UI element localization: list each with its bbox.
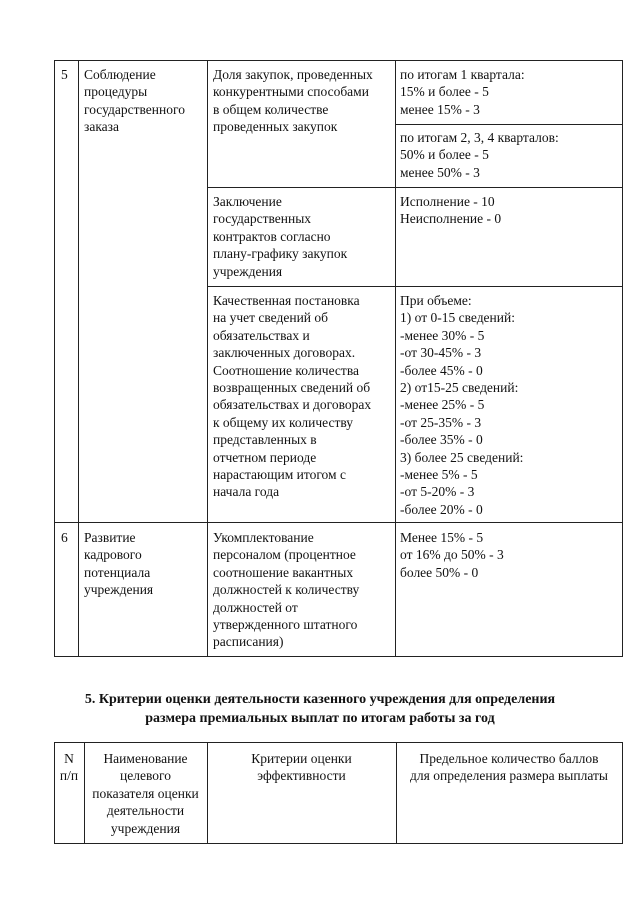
score-text: Исполнение - 10 Неисполнение - 0 <box>400 194 502 227</box>
top-table-divider-indicator <box>207 60 208 657</box>
top-table-divider-criteria <box>395 60 396 657</box>
criterion-divider-2 <box>207 286 623 287</box>
score-text: При объеме: 1) от 0-15 сведений: -менее 30% - 5 -от 30-45% - 3 -более 45% - 0 2) от15-25 сведений: -менее 25% - 5 -от 25-35% - 3 -более 35% - 0 3) более 25 сведений: -менее 5% - 5 -от 5-20% - 3 -более 20% - 0 <box>400 293 524 517</box>
header-name: Наименование целевого показателя оценки деятельности учреждения <box>92 751 199 836</box>
criterion-text: Заключение государственных контрактов согласно плану-графику закупок учреждения <box>213 194 348 279</box>
row-divider-6 <box>54 522 623 523</box>
top-table-border-top <box>54 60 623 61</box>
row-number: 6 <box>61 530 68 545</box>
top-table-border-left <box>54 60 55 657</box>
section-heading-line-1: 5. Критерии оценки деятельности казенного учреждения для определения <box>84 692 556 707</box>
score-text: Менее 15% - 5 от 16% до 50% - 3 более 50% - 0 <box>400 530 504 580</box>
score-text: по итогам 2, 3, 4 кварталов: 50% и более - 5 менее 50% - 3 <box>400 130 559 180</box>
score-text: по итогам 1 квартала: 15% и более - 5 менее 15% - 3 <box>400 67 525 117</box>
row-number: 5 <box>61 67 68 82</box>
top-table-divider-num <box>78 60 79 657</box>
indicator-name: Развитие кадрового потенциала учреждения <box>84 530 154 598</box>
header-criteria: Критерии оценки эффективности <box>251 751 352 784</box>
top-table-border-right <box>622 60 623 657</box>
indicator-name: Соблюдение процедуры государственного заказа <box>84 67 185 135</box>
bottom-table-border-top <box>54 742 623 743</box>
section-heading-line-2: размера премиальных выплат по итогам работы за год <box>145 711 495 726</box>
bottom-table-border-right <box>622 742 623 844</box>
top-table-border-bottom <box>54 656 623 657</box>
criterion-divider-1 <box>207 187 623 188</box>
criterion-text: Доля закупок, проведенных конкурентными способами в общем количестве проведенных закупок <box>213 67 373 135</box>
criterion-text: Качественная постановка на учет сведений об обязательствах и заключенных договорах. Соотношение количества возвращенных сведений об обязательствах и договорах к общему их количеству представленных в отчетном периоде нарастающим итогом с начала года <box>213 293 372 500</box>
score-split-line <box>395 124 623 125</box>
header-num: N п/п <box>59 751 79 784</box>
header-max-score: Предельное количество баллов для определения размера выплаты <box>410 751 608 784</box>
criterion-text: Укомплектование персоналом (процентное соотношение вакантных должностей к количеству должностей от утвержденного штатного расписания) <box>213 530 360 650</box>
bottom-table-border-bottom <box>54 843 623 844</box>
